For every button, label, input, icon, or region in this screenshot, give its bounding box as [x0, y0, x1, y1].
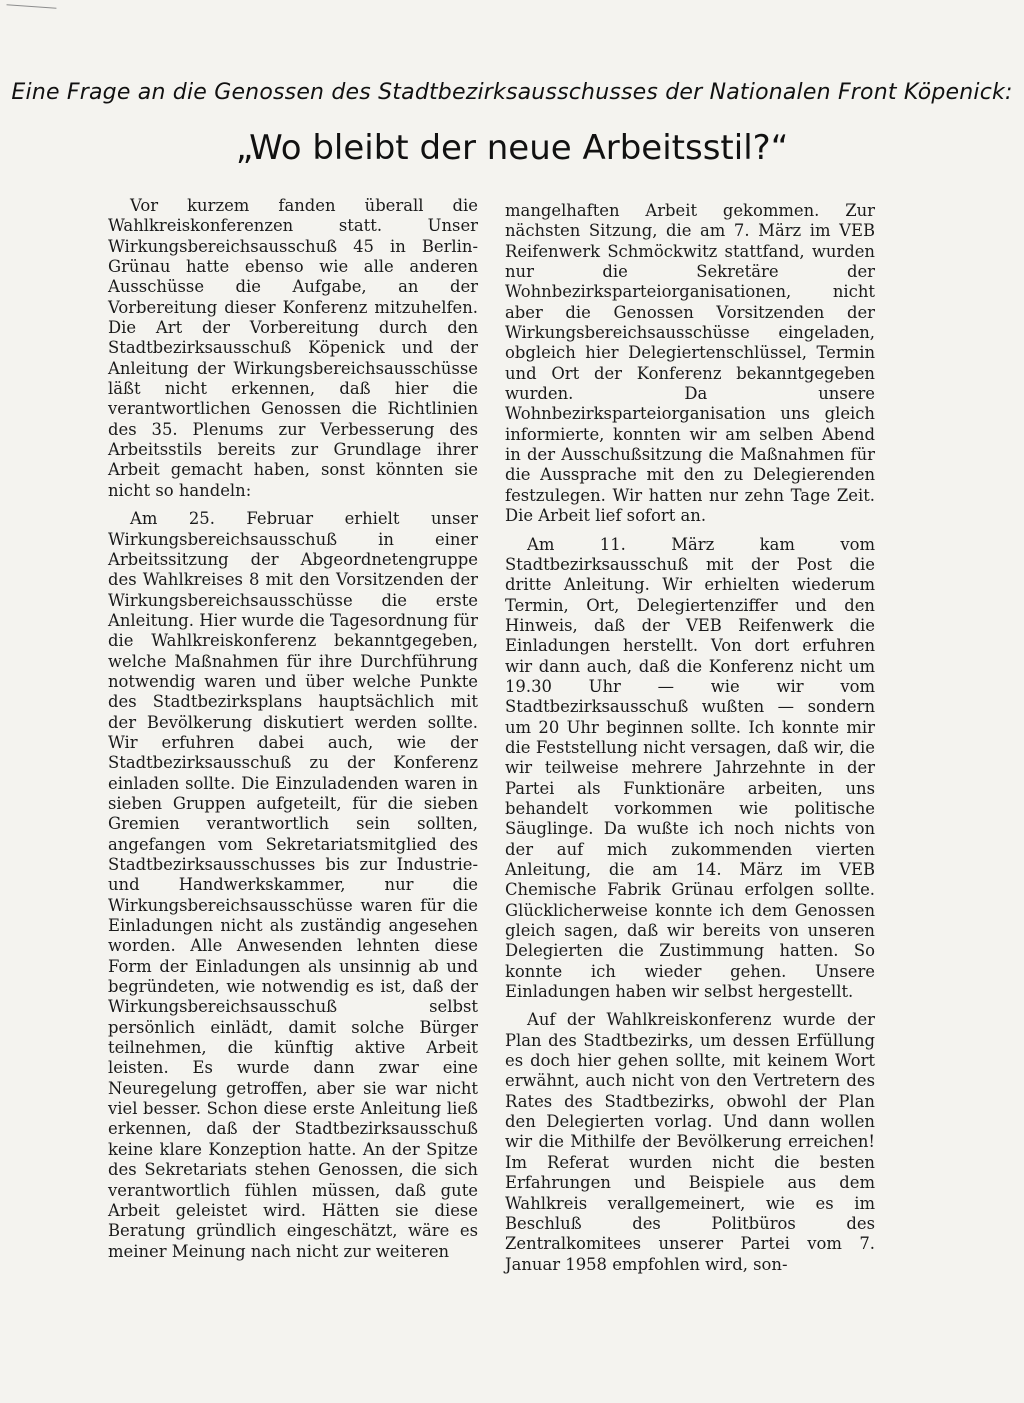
paragraph: mangelhaften Arbeit gekommen. Zur nächsten Sitzung, die am 7. März im VEB Reifenwerk Schmöckwitz stattfand, wurden nur die Sekretäre der Wohnbezirksparteiorganisationen, nicht aber die Genossen Vorsitzenden der Wirkungsbereichsausschüsse eingeladen, obgleich hier Delegiertenschlüssel, Termin und Ort der Konferenz bekanntgegeben wurden. Da unsere Wohnbezirksparteiorganisation uns gleich informierte, konnten wir am selben Abend in der Ausschußsitzung die Maßnahmen für die Aussprache mit den zu Delegierenden festzulegen. Wir hatten nur zehn Tage Zeit. Die Arbeit lief sofort an.: [505, 201, 875, 526]
article-kicker: Eine Frage an die Genossen des Stadtbezirksausschusses der Nationalen Front Köpenick:: [11, 80, 1013, 105]
paragraph: Am 25. Februar erhielt unser Wirkungsbereichsausschuß in einer Arbeitssitzung der Abgeordnetengruppe des Wahlkreises 8 mit den Vorsitzenden der Wirkungsbereichsausschüsse die erste Anleitung. Hier wurde die Tagesordnung für die Wahlkreiskonferenz bekanntgegeben, welche Maßnahmen für ihre Durchführung notwendig waren und über welche Punkte des Stadtbezirksplans hauptsächlich mit der Bevölkerung diskutiert werden sollte. Wir erfuhren dabei auch, wie der Stadtbezirksausschuß zu der Konferenz einladen sollte. Die Einzuladenden waren in sieben Gruppen aufgeteilt, für die sieben Gremien verantwortlich sein sollten, angefangen vom Sekretariatsmitglied des Stadtbezirksausschusses bis zur Industrie- und Handwerkskammer, nur die Wirkungsbereichsausschüsse waren für die Einladungen nicht als zuständig angesehen worden. Alle Anwesenden lehnten diese Form der Einladungen als unsinnig ab und begründeten, wie notwendig es ist, daß der Wirkungsbereichsausschuß selbst persönlich einlädt, damit solche Bürger teilnehmen, die künftig aktive Arbeit leisten. Es wurde dann zwar eine Neuregelung getroffen, aber sie war nicht viel besser. Schon diese erste Anleitung ließ erkennen, daß der Stadtbezirksausschuß keine klare Konzeption hatte. An der Spitze des Sekretariats stehen Genossen, die sich verantwortlich fühlen müssen, daß gute Arbeit geleistet wird. Hätten sie diese Beratung gründlich eingeschätzt, wäre es meiner Meinung nach nicht zur weiteren: [108, 509, 478, 1261]
text-column-left: [108, 196, 478, 1262]
page-corner-mark: [6, 4, 57, 22]
paragraph: Vor kurzem fanden überall die Wahlkreiskonferenzen statt. Unser Wirkungsbereichsausschuß 45 in Berlin-Grünau hatte ebenso wie alle anderen Ausschüsse die Aufgabe, an der Vorbereitung dieser Konferenz mitzuhelfen. Die Art der Vorbereitung durch den Stadtbezirksausschuß Köpenick und der Anleitung der Wirkungsbereichsausschüsse läßt nicht erkennen, daß hier die verantwortlichen Genossen die Richtlinien des 35. Plenums zur Verbesserung des Arbeitsstils bereits zur Grundlage ihrer Arbeit gemacht haben, sonst könnten sie nicht so handeln:: [108, 196, 478, 500]
paragraph: Am 11. März kam vom Stadtbezirksausschuß mit der Post die dritte Anleitung. Wir erhielten wiederum Termin, Ort, Delegiertenziffer und den Hinweis, daß der VEB Reifenwerk die Einladungen herstellt. Von dort erfuhren wir dann auch, daß die Konferenz nicht um 19.30 Uhr — wie wir vom Stadtbezirksausschuß wußten — sondern um 20 Uhr beginnen sollte. Ich konnte mir die Feststellung nicht versagen, daß wir, die wir teilweise mehrere Jahrzehnte in der Partei als Funktionäre arbeiten, uns behandelt vorkommen wie politische Säuglinge. Da wußte ich noch nichts von der auf mich zukommenden vierten Anleitung, die am 14. März im VEB Chemische Fabrik Grünau erfolgen sollte. Glücklicherweise konnte ich dem Genossen gleich sagen, daß wir bereits von unseren Delegierten die Zustimmung hatten. So konnte ich wieder gehen. Unsere Einladungen haben wir selbst hergestellt.: [505, 534, 875, 1002]
article-title: „Wo bleibt der neue Arbeitsstil?“: [235, 128, 789, 168]
paragraph: Auf der Wahlkreiskonferenz wurde der Plan des Stadtbezirks, um dessen Erfüllung es doch hier gehen sollte, mit keinem Wort erwähnt, auch nicht von den Vertretern des Rates des Stadtbezirks, obwohl der Plan den Delegierten vorlag. Und dann wollen wir die Mithilfe der Bevölkerung erreichen! Im Referat wurden nicht die besten Erfahrungen und Beispiele aus dem Wahlkreis verallgemeinert, wie es im Beschluß des Politbüros des Zentralkomitees unserer Partei vom 7. Januar 1958 empfohlen wird, son-: [505, 1010, 875, 1274]
text-column-right: [505, 201, 875, 1275]
